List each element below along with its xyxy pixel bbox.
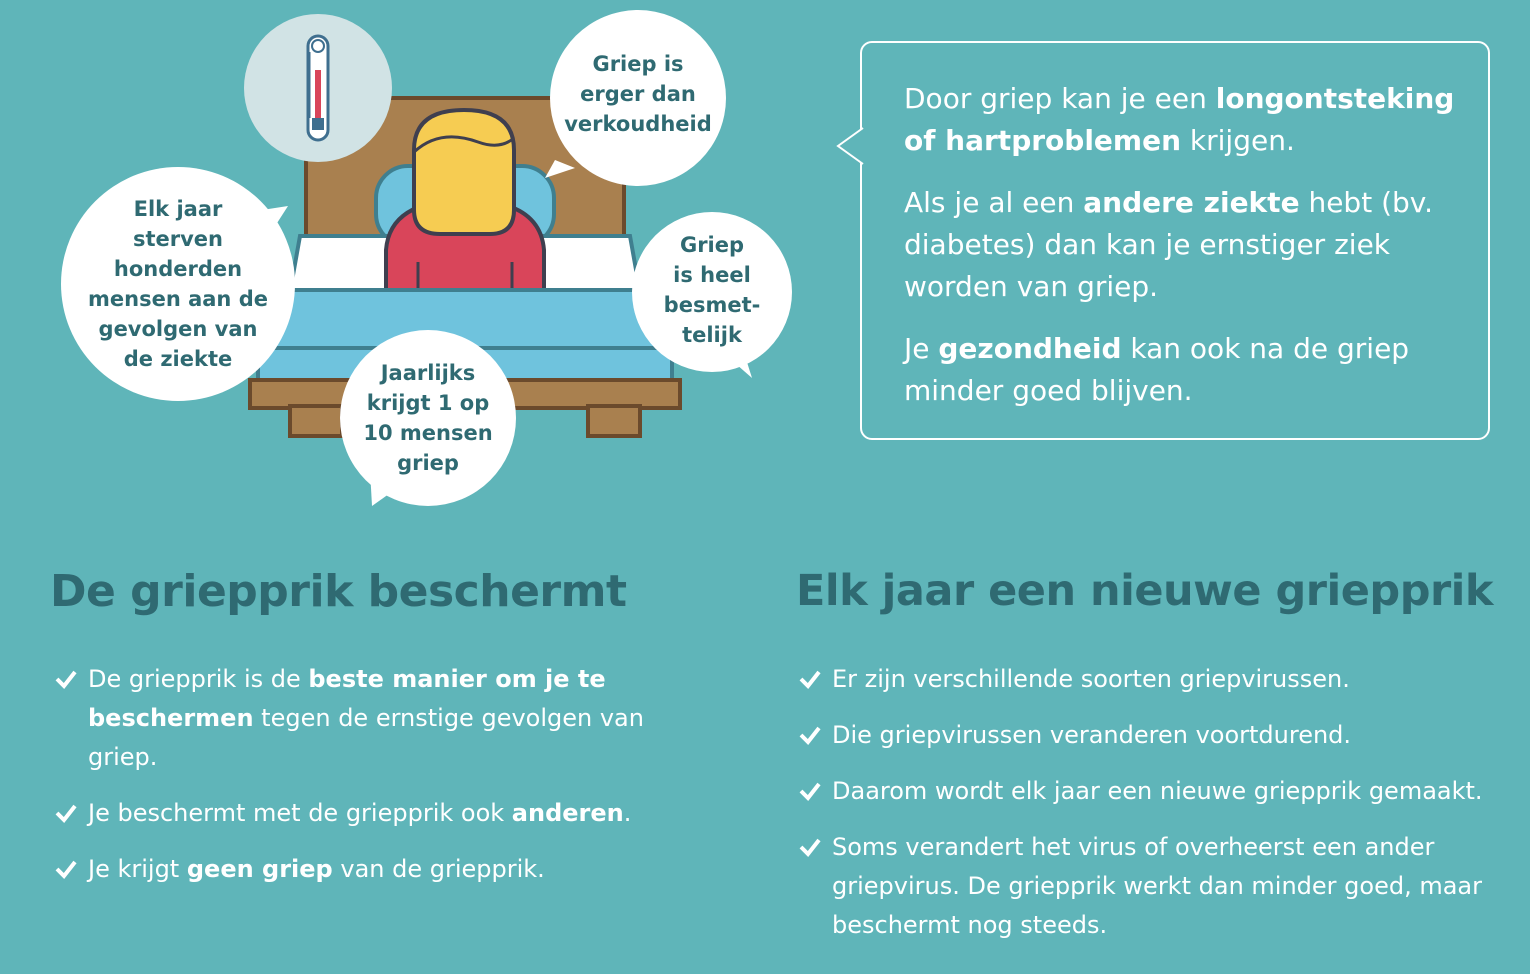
text-run: De griepprik is de bbox=[88, 665, 309, 693]
bubble-line: honderden bbox=[113, 257, 243, 281]
check-icon bbox=[798, 836, 822, 858]
right-heading: Elk jaar een nieuwe griepprik bbox=[796, 566, 1494, 616]
text-run: tegen de ernstige gevolgen van griep. bbox=[88, 704, 644, 771]
list-item bbox=[52, 850, 652, 889]
text-run: Daarom wordt elk jaar een nieuwe griepprik gemaakt. bbox=[832, 777, 1483, 805]
bubble-line: 10 mensen bbox=[363, 421, 493, 445]
info-paragraph bbox=[904, 328, 1474, 412]
info-text bbox=[904, 78, 1474, 432]
bold-run: gezondheid bbox=[938, 332, 1122, 365]
bubble-line: Griep bbox=[679, 233, 745, 257]
check-icon bbox=[54, 802, 78, 824]
list-item bbox=[52, 660, 652, 777]
bubble-cold bbox=[548, 49, 728, 139]
info-paragraph bbox=[904, 78, 1474, 162]
text-run: kan ook na de griep minder goed blijven. bbox=[904, 332, 1410, 407]
check-icon bbox=[798, 724, 822, 746]
left-heading: De griepprik beschermt bbox=[50, 566, 627, 617]
bubble-line: griep bbox=[397, 451, 459, 475]
bold-run: geen griep bbox=[186, 855, 333, 883]
bubble-line: de ziekte bbox=[123, 347, 233, 371]
illustration bbox=[0, 0, 830, 520]
bold-run: andere ziekte bbox=[1083, 186, 1300, 219]
right-checklist bbox=[796, 660, 1496, 962]
bubble-line: Griep is bbox=[592, 52, 684, 76]
text-run: van de griepprik. bbox=[332, 855, 545, 883]
bubble-line: verkoudheid bbox=[564, 112, 712, 136]
thermometer-icon bbox=[308, 36, 328, 140]
bubble-line: mensen aan de bbox=[88, 287, 268, 311]
bubble-line: is heel bbox=[673, 263, 751, 287]
bubble-contagious bbox=[642, 230, 782, 350]
bubble-line: gevolgen van bbox=[98, 317, 258, 341]
bubble-line: Elk jaar bbox=[133, 197, 223, 221]
info-paragraph bbox=[904, 182, 1474, 308]
list-item bbox=[52, 794, 652, 833]
list-item bbox=[796, 828, 1496, 945]
text-run: Als je al een bbox=[904, 186, 1084, 219]
check-icon bbox=[54, 858, 78, 880]
text-run: Je beschermt met de griepprik ook bbox=[88, 799, 512, 827]
text-run: Door griep kan je een bbox=[904, 82, 1216, 115]
list-item bbox=[796, 716, 1496, 755]
info-box-pointer bbox=[836, 126, 866, 166]
check-icon bbox=[798, 668, 822, 690]
text-run: hebt (bv. diabetes) dan kan je ernstiger ziek worden van griep. bbox=[904, 186, 1434, 303]
text-run: Soms verandert het virus of overheerst een ander griepvirus. De griepprik werkt dan minder goed, maar beschermt nog steeds. bbox=[832, 833, 1482, 939]
text-run: Die griepvirussen veranderen voortdurend. bbox=[832, 721, 1352, 749]
text-run: Je krijgt bbox=[88, 855, 187, 883]
bubble-line: sterven bbox=[132, 227, 224, 251]
check-icon bbox=[54, 668, 78, 690]
bold-run: longontsteking of hartproblemen bbox=[904, 82, 1455, 157]
bubble-line: krijgt 1 op bbox=[366, 391, 490, 415]
text-run: Je bbox=[904, 332, 939, 365]
check-icon bbox=[798, 780, 822, 802]
bubble-deaths bbox=[68, 194, 288, 374]
text-run: . bbox=[623, 799, 632, 827]
text-run: Er zijn verschillende soorten griepvirussen. bbox=[832, 665, 1350, 693]
bubble-line: erger dan bbox=[580, 82, 696, 106]
bubble-yearly bbox=[348, 358, 508, 478]
list-item bbox=[796, 660, 1496, 699]
bubble-line: Jaarlijks bbox=[380, 361, 476, 385]
left-checklist bbox=[52, 660, 652, 906]
bubble-line: besmet- bbox=[663, 293, 761, 317]
text-run: krijgen. bbox=[1181, 124, 1295, 157]
list-item bbox=[796, 772, 1496, 811]
bubble-line: telijk bbox=[682, 323, 742, 347]
bold-run: anderen bbox=[511, 799, 624, 827]
bold-run: beste manier om je te beschermen bbox=[88, 665, 606, 732]
